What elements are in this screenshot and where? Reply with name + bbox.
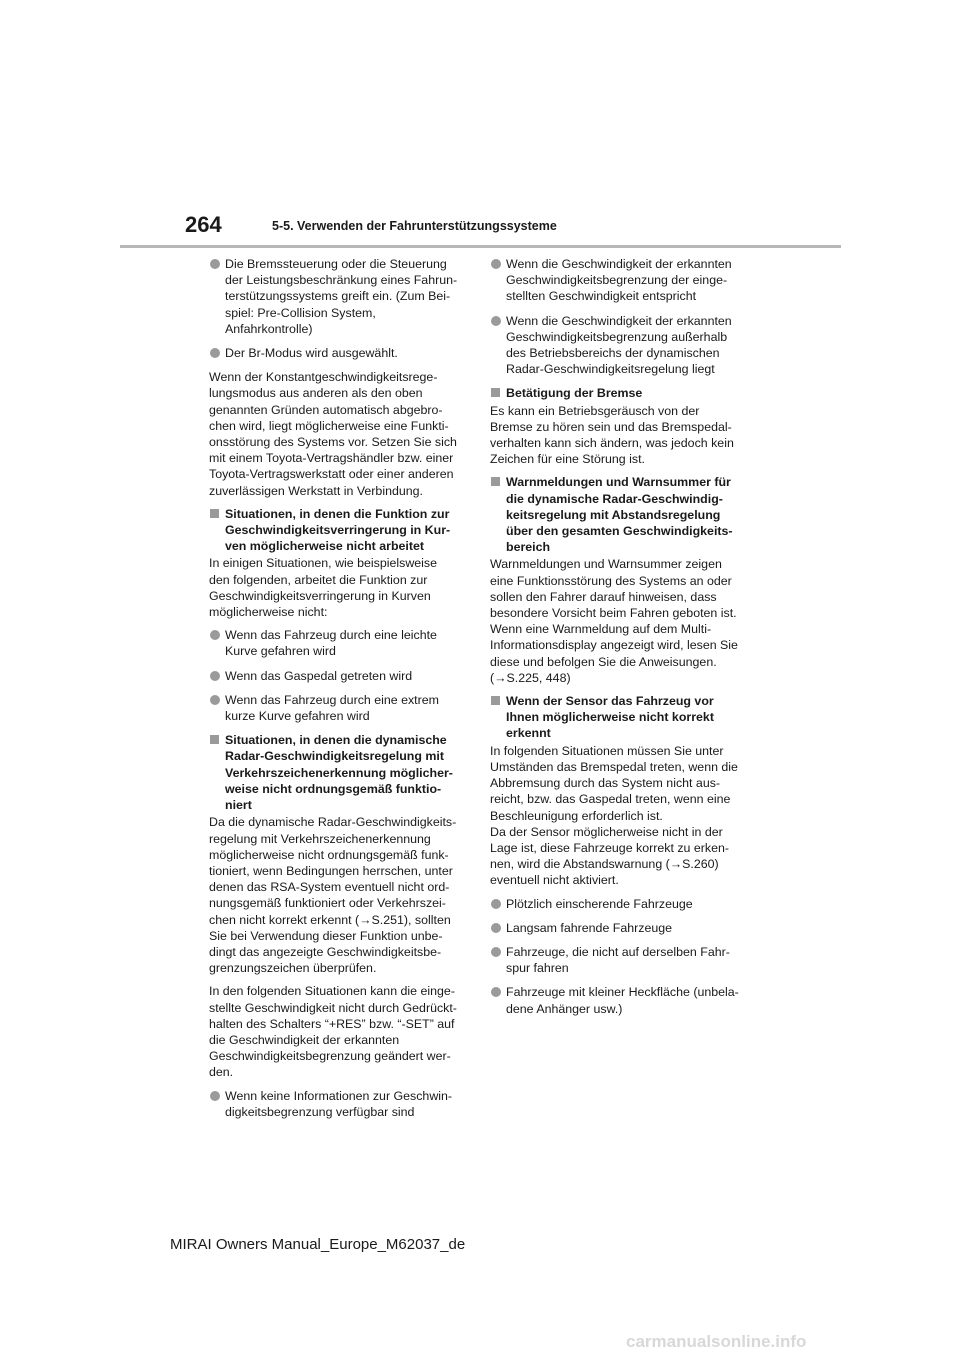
heading-text: Wenn der Sensor das Fahrzeug vor Ihnen möglicherweise nicht korrekt erkennt	[506, 694, 714, 741]
bullet-dot-icon	[210, 630, 220, 640]
bullet-item	[209, 692, 467, 724]
heading-text: Situationen, in denen die Funktion zur Geschwindigkeitsverringerung in Kur- ven möglicherweise nicht arbeitet	[225, 506, 451, 554]
bullet-item	[490, 313, 752, 378]
bullet-text: Wenn die Geschwindigkeit der erkannten Geschwindigkeitsbegrenzung außerhalb des Betriebsbereichs der dynamischen Radar-Geschwindigkeitsregelung liegt	[506, 313, 732, 377]
bullet-dot-icon	[210, 348, 220, 358]
bullet-text: Wenn das Gaspedal getreten wird	[225, 668, 413, 683]
bullet-text: Plötzlich einscherende Fahrzeuge	[506, 896, 693, 911]
heading-text: Warnmeldungen und Warnsummer für die dynamische Radar-Geschwindig- keitsregelung mit Abstandsregelung über den gesamten Geschwindigkeits- bereich	[506, 475, 733, 555]
paragraph: In den folgenden Situationen kann die einge- stellte Geschwindigkeit nicht durch Gedrückt- halten des Schalters “+RES” bzw. “-SET” auf die Geschwindigkeit der erkannten Geschwindigkeitsbegrenzung geändert wer- den.	[209, 984, 457, 1080]
page-number: 264	[185, 212, 222, 237]
bullet-dot-icon	[210, 259, 220, 269]
bullet-text: Langsam fahrende Fahrzeuge	[506, 920, 673, 935]
heading-text: Situationen, in denen die dynamische Radar-Geschwindigkeitsregelung mit Verkehrszeichenerkennung möglicher- weise nicht ordnungsgemäß funktio- niert	[225, 733, 453, 813]
left-column	[209, 256, 467, 1128]
heading-square-icon	[210, 735, 219, 744]
bullet-text: Wenn das Fahrzeug durch eine leichte Kurve gefahren wird	[225, 628, 437, 659]
bullet-text: Wenn keine Informationen zur Geschwin- digkeitsbegrenzung verfügbar sind	[225, 1088, 453, 1119]
bullet-item	[209, 668, 467, 684]
bullet-item	[490, 984, 752, 1016]
bullet-dot-icon	[210, 671, 220, 681]
bullet-dot-icon	[491, 316, 501, 326]
bullet-dot-icon	[210, 1091, 220, 1101]
bullet-item	[209, 1088, 467, 1120]
heading-square-icon	[491, 388, 500, 397]
section-heading	[209, 732, 467, 813]
bullet-item	[209, 256, 467, 337]
bullet-dot-icon	[491, 259, 501, 269]
heading-square-icon	[210, 509, 219, 518]
bullet-dot-icon	[491, 923, 501, 933]
bullet-text: Fahrzeuge mit kleiner Heckfläche (unbela- dene Anhänger usw.)	[506, 985, 739, 1016]
heading-square-icon	[491, 696, 500, 705]
header-divider	[120, 245, 841, 248]
section-heading	[490, 385, 752, 401]
bullet-dot-icon	[210, 695, 220, 705]
section-heading	[490, 693, 752, 742]
bullet-item	[209, 345, 467, 361]
bullet-text: Fahrzeuge, die nicht auf derselben Fahr- spur fahren	[506, 944, 730, 976]
bullet-dot-icon	[491, 987, 501, 997]
right-column	[490, 256, 752, 1025]
bullet-text: Die Bremssteuerung oder die Steuerung der Leistungsbeschränkung eines Fahrun- terstützungssystems greift ein. (Zum Bei- spiel: Pre-Collision System, Anfahrkontrolle)	[225, 257, 458, 336]
paragraph: Warnmeldungen und Warnsummer zeigen eine Funktionsstörung des Systems an oder sollen den Fahrer darauf hinweisen, dass besondere Vorsicht beim Fahren geboten ist. Wenn eine Warnmeldung auf dem Multi- Informationsdisplay angezeigt wird, lesen Sie diese und befolgen Sie die Anweisungen. (→S.225, 448)	[490, 557, 738, 685]
paragraph: Wenn der Konstantgeschwindigkeitsrege- lungsmodus aus anderen als den oben genannten Gründen automatisch abgebro- chen wird, liegt möglicherweise eine Funkti- onsstörung des Systems vor. Setzen Sie sich mit einem Toyota-Vertragshändler bzw. einer Toyota-Vertragswerkstatt oder einer anderen zuverlässigen Werkstatt in Verbindung.	[209, 370, 457, 498]
bullet-item	[209, 627, 467, 659]
section-heading	[209, 506, 467, 555]
paragraph: In folgenden Situationen müssen Sie unter Umständen das Bremspedal treten, wenn die Abbremsung durch das System nicht aus- reicht, bzw. das Gaspedal treten, wenn eine Beschleunigung erforderlich ist. Da der Sensor möglicherweise nicht in der Lage ist, diese Fahrzeuge korrekt zu erken- nen, wird die Abstandswarnung (→S.260) eventuell nicht aktiviert.	[490, 743, 738, 888]
bullet-item	[490, 920, 752, 936]
bullet-text: Wenn die Geschwindigkeit der erkannten Geschwindigkeitsbegrenzung der einge- stellten Geschwindigkeit entspricht	[506, 257, 732, 304]
section-heading	[490, 474, 752, 555]
section-title: 5-5. Verwenden der Fahrunterstützungssysteme	[272, 219, 557, 233]
heading-text: Betätigung der Bremse	[506, 386, 643, 401]
paragraph: Da die dynamische Radar-Geschwindigkeits- regelung mit Verkehrszeichenerkennung möglicherweise nicht ordnungsgemäß funk- tioniert, wenn Bedingungen herrschen, unter denen das RSA-System eventuell nicht ord- nungsgemäß funktioniert oder Verkehrszei- chen nicht korrekt erkennt (→S.251), sollten Sie bei Verwendung dieser Funktion unbe- dingt das angezeigte Geschwindigkeitsbe- grenzungszeichen überprüfen.	[209, 815, 457, 976]
heading-square-icon	[491, 477, 500, 486]
bullet-dot-icon	[491, 947, 501, 957]
bullet-item	[490, 256, 752, 305]
bullet-dot-icon	[491, 899, 501, 909]
paragraph: Es kann ein Betriebsgeräusch von der Bremse zu hören sein und das Bremspedal- verhalten kann sich ändern, was jedoch kein Zeichen für eine Störung ist.	[490, 403, 734, 467]
bullet-text: Der Br-Modus wird ausgewählt.	[225, 346, 398, 361]
watermark: carmanualsonline.info	[626, 1332, 807, 1351]
bullet-item	[490, 896, 752, 912]
bullet-text: Wenn das Fahrzeug durch eine extrem kurze Kurve gefahren wird	[225, 692, 439, 724]
footer-manual-id: MIRAI Owners Manual_Europe_M62037_de	[170, 1236, 466, 1253]
paragraph: In einigen Situationen, wie beispielsweise den folgenden, arbeitet die Funktion zur Geschwindigkeitsverringerung in Kurven möglicherweise nicht:	[209, 556, 437, 620]
bullet-item	[490, 944, 752, 976]
